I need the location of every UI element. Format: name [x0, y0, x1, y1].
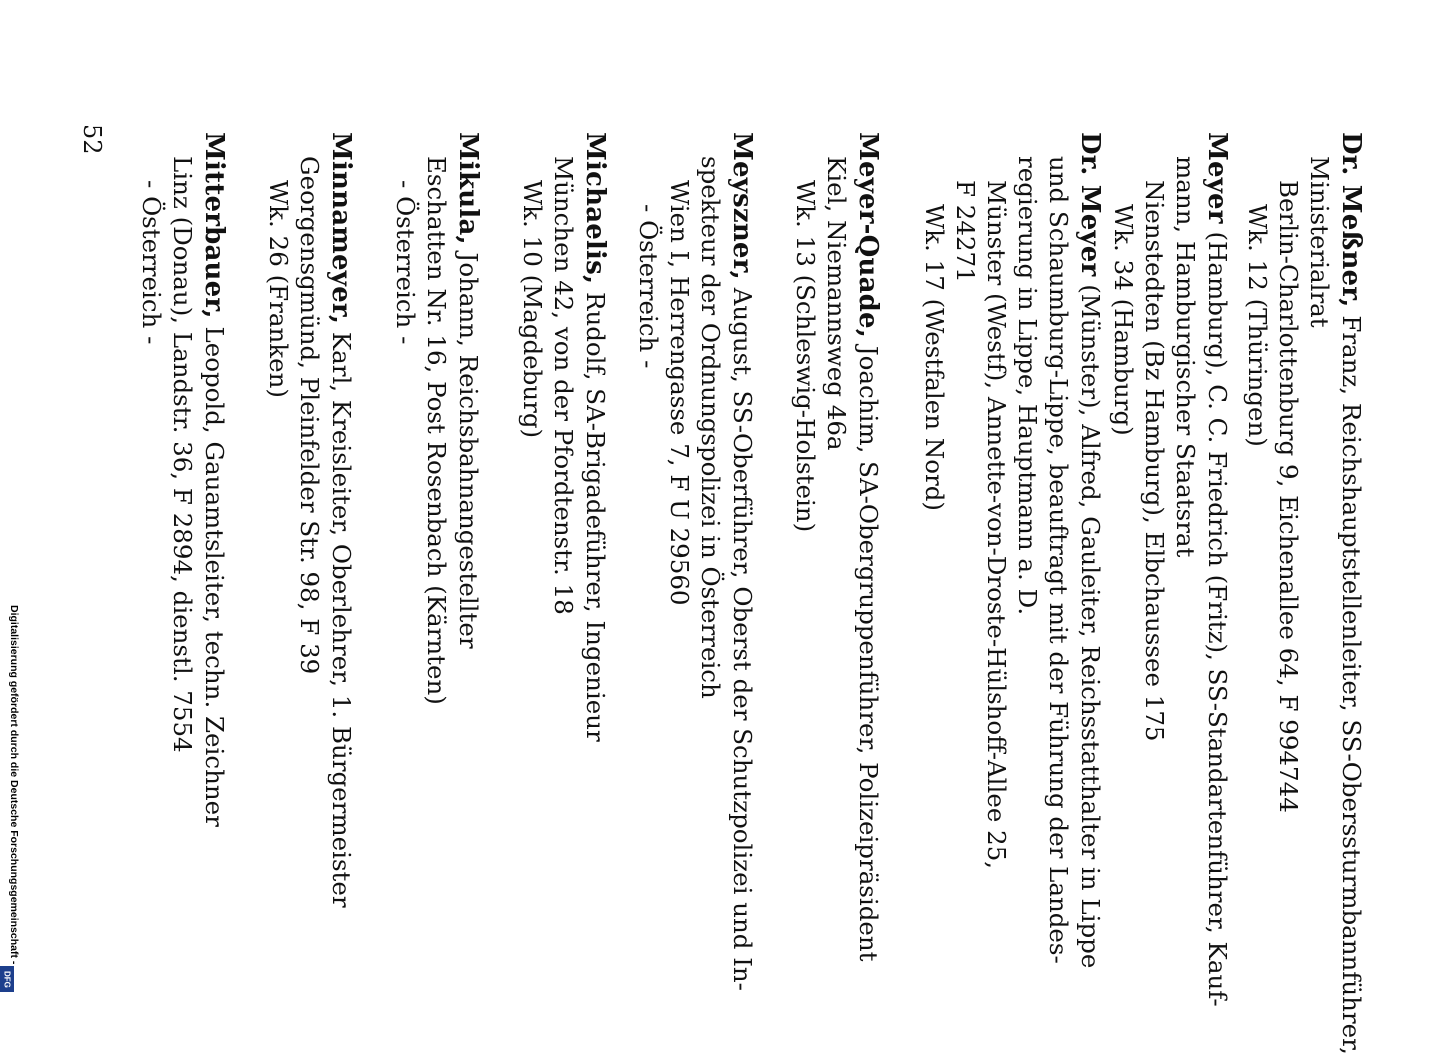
- directory-entry: [1242, 132, 1367, 1055]
- page-number: 52: [78, 124, 106, 155]
- entry-line: Johann, Reichsbahnangestellter: [454, 244, 483, 649]
- entry-name: Dr. Meßner,: [1336, 132, 1366, 308]
- directory-entry: [263, 132, 357, 960]
- directory-entry: [633, 132, 758, 991]
- entry-line: Kiel, Niemannsweg 46a: [822, 156, 851, 451]
- directory-entry: [390, 132, 484, 960]
- dfg-logo: DFG: [0, 966, 14, 992]
- entry-line: Linz (Donau), Landstr. 36, F 2894, dienstl. 7554: [168, 156, 197, 753]
- entry-name: Meyszner,: [727, 132, 757, 280]
- directory-entry: [1108, 132, 1233, 1007]
- entry-line: (Münster), Alfred, Gauleiter, Reichsstatthalter in Lippe: [1076, 276, 1105, 969]
- entry-line: - Österreich -: [391, 180, 420, 345]
- entry-line: regierung in Lippe, Hauptmann a. D.: [1013, 156, 1042, 616]
- footer-credit: Digitalisierung gefördert durch die Deutsche Forschungsgemeinschaft -: [8, 605, 20, 965]
- entry-line: spekteur der Ordnungspolizei in Österreich: [696, 156, 725, 699]
- entry-line: Eschatten Nr. 16, Post Rosenbach (Kärnten): [422, 156, 451, 705]
- entry-line: Leopold, Gauamtsleiter, techn. Zeichner: [200, 318, 229, 827]
- entry-line: Franz, Reichshauptstellenleiter, SS-Oberssturmbannführer,: [1337, 307, 1366, 1055]
- entry-line: Wk. 12 (Thüringen): [1243, 204, 1272, 447]
- entry-line: Wk. 34 (Hamburg): [1109, 204, 1138, 436]
- entry-line: Rudolf, SA-Brigadeführer, Ingenieur: [581, 284, 610, 742]
- entry-line: Wk. 17 (Westfalen Nord): [920, 204, 949, 511]
- entry-line: - Österreich -: [634, 204, 663, 369]
- entry-line: Ministerialrat: [1305, 156, 1334, 328]
- entry-line: Wk. 13 (Schleswig-Holstein): [791, 180, 820, 533]
- entry-line: Wien I, Herrengasse 7, F U 29560: [665, 180, 694, 606]
- entry-name: Dr. Meyer: [1075, 132, 1105, 277]
- entry-line: Nienstedten (Bz Hamburg), Elbchaussee 175: [1140, 180, 1169, 742]
- entry-line: - Österreich -: [137, 180, 166, 345]
- entry-line: Georgensgmünd, Pleinfelder Str. 98, F 39: [295, 156, 324, 675]
- entry-name: Mikula,: [453, 132, 483, 245]
- entry-line: Joachim, SA-Obergruppenführer, Polizeipräsident: [854, 338, 883, 962]
- entry-line: mann, Hamburgischer Staatsrat: [1171, 156, 1200, 558]
- entry-name: Meyer: [1202, 132, 1232, 224]
- directory-entry: [790, 132, 884, 960]
- entry-line: Wk. 26 (Franken): [264, 180, 293, 398]
- entry-line: Wk. 10 (Magdeburg): [518, 180, 547, 439]
- entry-name: Michaelis,: [580, 132, 610, 285]
- directory-entry: [136, 132, 230, 960]
- entry-name: Mitterbauer,: [199, 132, 229, 319]
- entry-name: Meyer-Quade,: [853, 132, 883, 339]
- entry-line: Karl, Kreisleiter, Oberlehrer, 1. Bürgermeister: [327, 324, 356, 908]
- entry-name: Minnameyer,: [326, 132, 356, 325]
- entry-line: München 42, von der Pfordtenstr. 18: [549, 156, 578, 615]
- directory-entry: [919, 132, 1106, 969]
- entry-line: F 24271: [951, 180, 980, 283]
- entry-line: August, SS-Oberführer, Oberst der Schutzpolizei und In-: [728, 279, 757, 991]
- directory-entry: [517, 132, 611, 960]
- entry-line: Münster (Westf), Annette-von-Droste-Hülshoff-Allee 25,: [982, 180, 1011, 870]
- entry-line: Berlin-Charlottenburg 9, Eichenallee 64, F 994744: [1274, 180, 1303, 813]
- entry-line: (Hamburg), C. C. Friedrich (Fritz), SS-Standartenführer, Kauf-: [1203, 223, 1232, 1007]
- entry-line: und Schaumburg-Lippe, beauftragt mit der Führung der Landes-: [1044, 156, 1073, 964]
